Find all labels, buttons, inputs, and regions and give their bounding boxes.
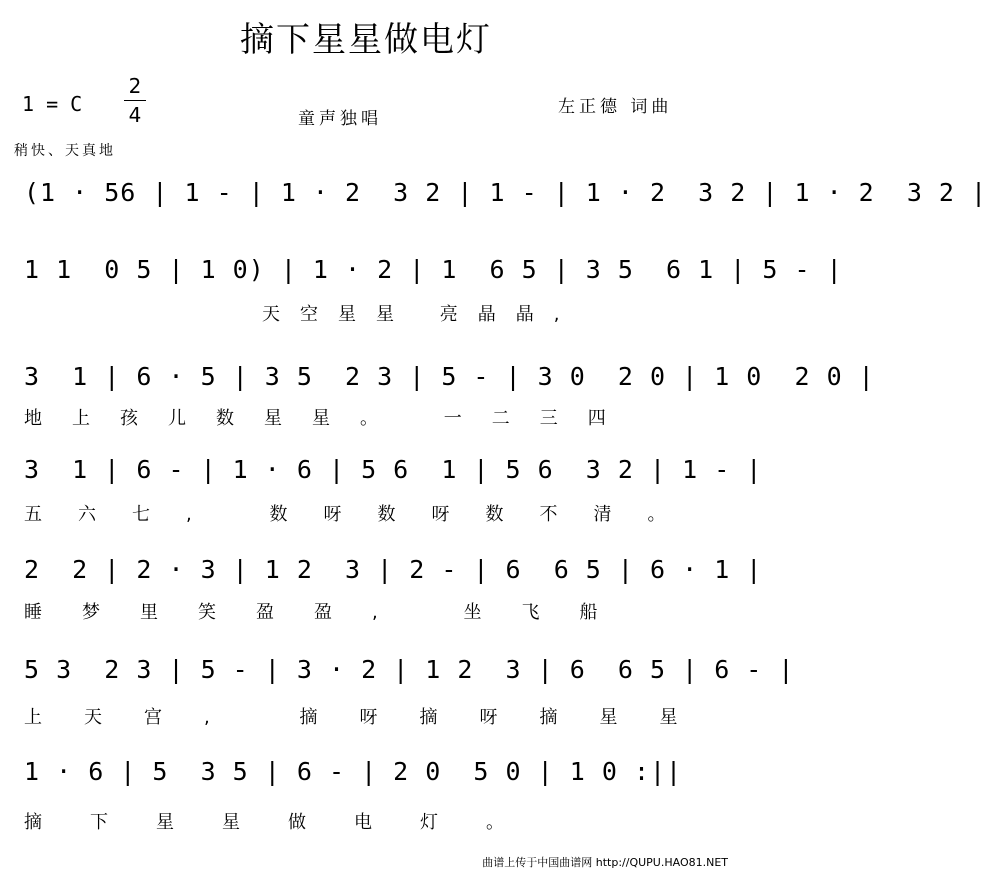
meter-bottom: 4	[128, 103, 142, 127]
lyric-line-5: 睡梦里笑盈盈, 坐飞船	[24, 602, 638, 623]
notation-line-1: (1 · 56 | 1 - | 1 · 2 3 2 | 1 - | 1 · 2 3 2 | 1 · 2 3 2 |	[24, 178, 987, 207]
notation-line-6: 5 3 2 3 | 5 - | 3 · 2 | 1 2 3 | 6 6 5 | 6 - |	[24, 655, 795, 684]
meter-divider	[124, 100, 146, 101]
lyric-line-3: 地上孩儿数星星。 一二三四	[24, 408, 636, 429]
tempo-marking: 稍快、天真地	[14, 143, 116, 159]
site-watermark: 曲谱上传于中国曲谱网 http://QUPU.HAO81.NET	[482, 856, 728, 869]
author-credit: 左正德 词曲	[558, 97, 673, 117]
meter-top: 2	[128, 74, 142, 98]
notation-line-3: 3 1 | 6 · 5 | 3 5 2 3 | 5 - | 3 0 2 0 | 1 0 2 0 |	[24, 362, 875, 391]
notation-line-5: 2 2 | 2 · 3 | 1 2 3 | 2 - | 6 6 5 | 6 · 1 |	[24, 555, 763, 584]
lyric-line-6: 上天宫, 摘呀摘呀摘星星	[24, 707, 720, 728]
notation-line-4: 3 1 | 6 - | 1 · 6 | 5 6 1 | 5 6 3 2 | 1 - |	[24, 455, 763, 484]
lyric-line-4: 五六七, 数呀数呀数不清。	[24, 504, 702, 525]
key-signature: 1 = C	[22, 92, 83, 116]
notation-line-2: 1 1 0 5 | 1 0) | 1 · 2 | 1 6 5 | 3 5 6 1 | 5 - |	[24, 255, 843, 284]
lyric-line-7: 摘下星星做电灯。	[24, 812, 552, 833]
performance-type: 童声独唱	[298, 109, 382, 129]
song-title: 摘下星星做电灯	[240, 20, 492, 60]
notation-line-7: 1 · 6 | 5 3 5 | 6 - | 2 0 5 0 | 1 0 :||	[24, 757, 683, 786]
lyric-line-2: 天空星星 亮晶晶,	[262, 304, 580, 325]
time-signature	[124, 73, 146, 128]
